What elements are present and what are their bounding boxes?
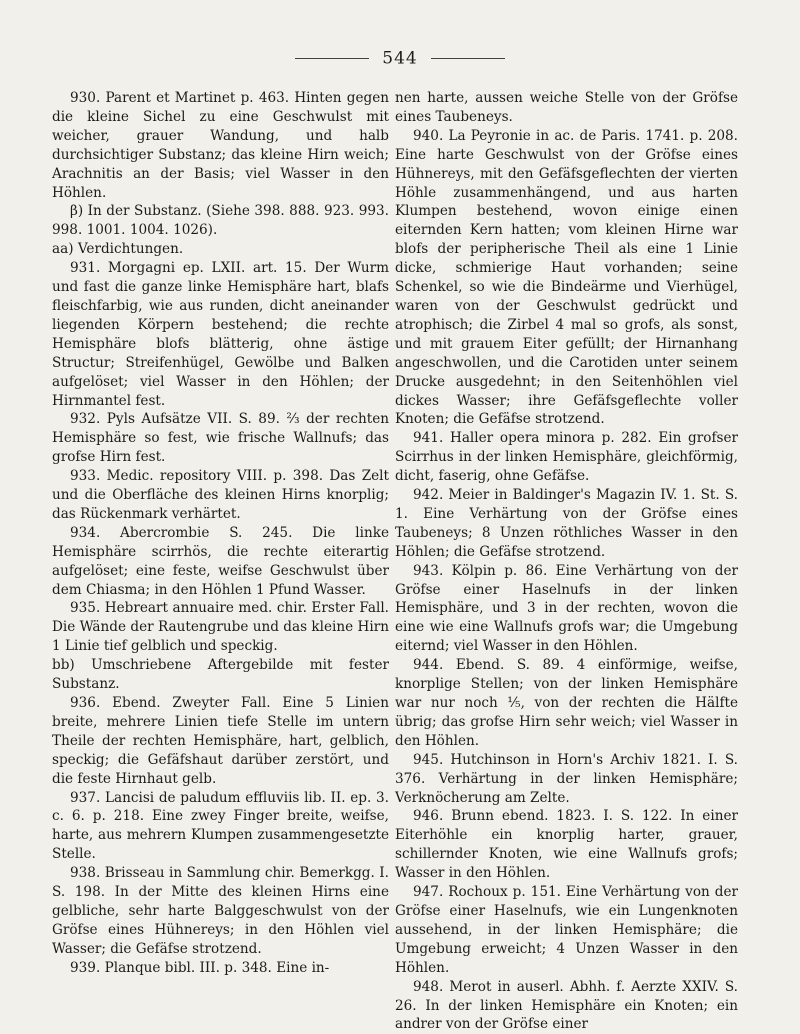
entry-939-continued: nen harte, aussen weiche Stelle von der Gröfse eines Taubeneys. [395,90,738,125]
subsection-aftergebilde: bb) Umschriebene Aftergebilde mit fester Substanz. [52,657,389,693]
entry-944: 944. Ebend. S. 89. 4 einförmige, weifse, knorplige Stellen; von der linken Hemisphäre war nur noch ⅕, von der rechten die Hälfte übrig; das grofse Hirn sehr weich; viel Wasser in den Höhlen. [395,657,738,749]
page-header [0,48,800,69]
entry-942: 942. Meier in Baldinger's Magazin IV. 1. St. S. 1. Eine Verhärtung von der Gröfse eines Taubeneys; 8 Unzen röthliches Wasser in den Höhlen; die Gefäfse strotzend. [395,487,738,560]
entry-938: 938. Brisseau in Sammlung chir. Bemerkgg. I. S. 198. In der Mitte des kleinen Hirns eine gelbliche, sehr harte Balggeschwulst von der Gröfse eines Hühnereys; in den Höhlen viel Wasser; die Gefäfse strotzend. [52,865,389,957]
entry-946: 946. Brunn ebend. 1823. I. S. 122. In einer Eiterhöhle ein knorplig harter, grauer, schillernder Knoten, wie eine Wallnufs grofs; Wasser in den Höhlen. [395,808,738,882]
section-in-substance: β) In der Substanz. (Siehe 398. 888. 923. 993. 998. 1001. 1004. 1026). [52,203,389,239]
entry-934: 934. Abercrombie S. 245. Die linke Hemisphäre scirrhös, die rechte eiterartig aufgelöset; eine feste, weifse Geschwulst über dem Chiasma; in den Höhlen 1 Pfund Wasser. [52,524,389,598]
entry-937: 937. Lancisi de paludum effluviis lib. II. ep. 3. c. 6. p. 218. Eine zwey Finger breite, weifse, harte, aus mehrern Klumpen zusammengesetzte Stelle. [52,789,389,863]
entry-932: 932. Pyls Aufsätze VII. S. 89. ⅔ der rechten Hemisphäre so fest, wie frische Wallnufs; das grofse Hirn fest. [52,411,389,466]
entry-936: 936. Ebend. Zweyter Fall. Eine 5 Linien breite, mehrere Linien tiefe Stelle im untern Theile der rechten Hemisphäre, hart, gelblich, speckig; die Gefäfshaut darüber zerstört, und die feste Hirnhaut gelb. [52,695,389,787]
subsection-verdichtungen: aa) Verdichtungen. [52,241,184,258]
entry-933: 933. Medic. repository VIII. p. 398. Das Zelt und die Oberfläche des kleinen Hirns knorplig; das Rückenmark verhärtet. [52,468,389,522]
entry-939: 939. Planque bibl. III. p. 348. Eine in- [70,959,330,976]
page-number: 544 [382,48,418,69]
entry-945: 945. Hutchinson in Horn's Archiv 1821. I. S. 376. Verhärtung in der linken Hemisphäre; Verknöcherung am Zelte. [395,751,738,806]
entry-947: 947. Rochoux p. 151. Eine Verhärtung von der Gröfse einer Haselnufs, wie ein Lungenknoten aussehend, in der linken Hemisphäre; die Umgebung erweicht; 4 Unzen Wasser in den Höhlen. [395,884,738,976]
right-column [395,89,738,1034]
entry-943: 943. Kölpin p. 86. Eine Verhärtung von der Gröfse einer Haselnufs in der linken Hemisphäre, und 3 in der rechten, wovon die eine wie eine Wallnufs grofs war; die Umgebung eiternd; viel Wasser in den Höhlen. [395,562,738,655]
entry-948: 948. Merot in auserl. Abhh. f. Aerzte XXIV. S. 26. In der linken Hemisphäre ein Knoten; ein andrer von der Gröfse einer [395,978,738,1033]
header-rule-left [295,58,369,59]
entry-930: 930. Parent et Martinet p. 463. Hinten gegen die kleine Sichel zu eine Geschwulst mit weicher, grauer Wandung, und halb durchsichtiger Substanz; das kleine Hirn weich; Arachnitis an der Basis; viel Wasser in den Höhlen. [52,90,389,201]
header-rule-right [431,58,505,59]
entry-941: 941. Haller opera minora p. 282. Ein grofser Scirrhus in der linken Hemisphäre, gleichförmig, dicht, faserig, ohne Gefäfse. [395,430,738,485]
left-column [52,89,389,978]
entry-931: 931. Morgagni ep. LXII. art. 15. Der Wurm und fast die ganze linke Hemisphäre hart, blafs fleischfarbig, wie aus runden, dicht aneinander liegenden Körpern bestehend; die rechte Hemisphäre blofs blätterig, ohne ästige Structur; Streifenhügel, Gewölbe und Balken aufgelöset; viel Wasser in den Höhlen; der Hirnmantel fest. [52,260,389,409]
entry-940: 940. La Peyronie in ac. de Paris. 1741. p. 208. Eine harte Geschwulst von der Gröfse eines Hühnereys, mit den Gefäfsgeflechten der vierten Höhle zusammenhängend, und aus harten Klumpen bestehend, wovon einige einen eiternden Kern hatten; vom kleinen Hirne war blofs der peripherische Theil als eine 1 Linie dicke, schmierige Haut vorhanden; seine Schenkel, so wie die Bindeärme und Vierhügel, waren von der Geschwulst gedrückt und atrophisch; die Zirbel 4 mal so grofs, als sonst, und mit grauem Eiter gefüllt; der Hirnanhang angeschwollen, und die Carotiden unter seinem Drucke ausgedehnt; in den Seitenhöhlen viel dickes Wasser; ihre Gefäfsgeflechte voller Knoten; die Gefäfse strotzend. [395,127,738,428]
entry-935: 935. Hebreart annuaire med. chir. Erster Fall. Die Wände der Rautengrube und das kleine Hirn 1 Linie tief gelblich und speckig. [52,600,389,655]
